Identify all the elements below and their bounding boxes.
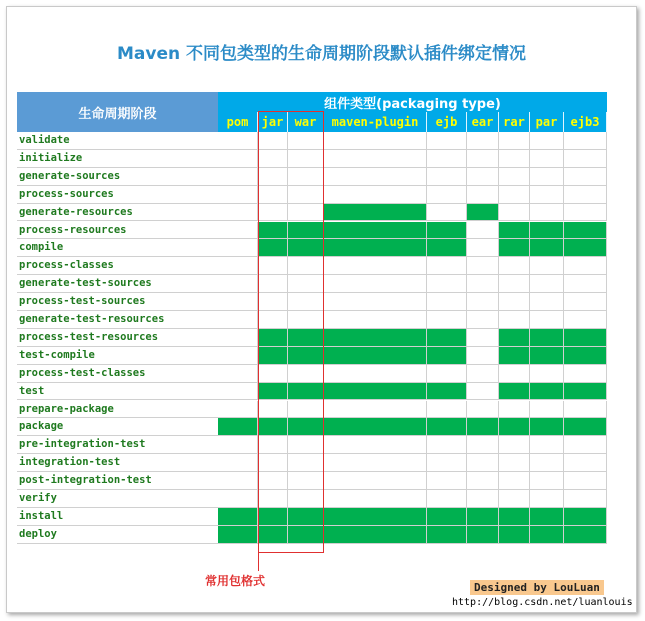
empty-cell [467, 329, 499, 347]
designed-by-label: Designed by LouLuan [470, 580, 604, 595]
empty-cell [324, 257, 427, 275]
bound-cell [467, 526, 499, 544]
empty-cell [467, 239, 499, 257]
bound-cell [530, 526, 564, 544]
empty-cell [499, 293, 530, 311]
type-header-rar: rar [499, 112, 530, 132]
empty-cell [530, 275, 564, 293]
empty-cell [564, 204, 607, 222]
bound-cell [499, 418, 530, 436]
annotation-pointer [258, 547, 259, 571]
type-header-maven-plugin: maven-plugin [324, 112, 427, 132]
bound-cell [499, 329, 530, 347]
bound-cell [218, 418, 258, 436]
phase-label: process-sources [17, 186, 218, 204]
empty-cell [324, 365, 427, 383]
empty-cell [324, 275, 427, 293]
empty-cell [564, 168, 607, 186]
bound-cell [564, 383, 607, 401]
empty-cell [427, 257, 467, 275]
empty-cell [218, 186, 258, 204]
phase-label: integration-test [17, 454, 218, 472]
bound-cell [564, 347, 607, 365]
phase-label: compile [17, 239, 218, 257]
empty-cell [218, 132, 258, 150]
phase-label: process-resources [17, 222, 218, 240]
phase-label: generate-test-resources [17, 311, 218, 329]
empty-cell [324, 311, 427, 329]
bound-cell [530, 383, 564, 401]
bound-cell [530, 418, 564, 436]
bound-cell [530, 508, 564, 526]
empty-cell [324, 436, 427, 454]
empty-cell [427, 311, 467, 329]
empty-cell [499, 365, 530, 383]
empty-cell [499, 275, 530, 293]
empty-cell [427, 401, 467, 419]
bound-cell [530, 347, 564, 365]
empty-cell [467, 275, 499, 293]
empty-cell [499, 490, 530, 508]
bound-cell [324, 204, 427, 222]
empty-cell [324, 293, 427, 311]
empty-cell [530, 311, 564, 329]
empty-cell [324, 472, 427, 490]
phase-label: package [17, 418, 218, 436]
empty-cell [564, 150, 607, 168]
phase-label: validate [17, 132, 218, 150]
empty-cell [530, 490, 564, 508]
empty-cell [499, 132, 530, 150]
empty-cell [427, 275, 467, 293]
empty-cell [218, 222, 258, 240]
empty-cell [218, 401, 258, 419]
type-header-ear: ear [467, 112, 499, 132]
bound-cell [427, 526, 467, 544]
phase-label: generate-test-sources [17, 275, 218, 293]
empty-cell [218, 275, 258, 293]
bound-cell [564, 222, 607, 240]
empty-cell [218, 257, 258, 275]
empty-cell [427, 293, 467, 311]
bound-cell [218, 526, 258, 544]
empty-cell [530, 132, 564, 150]
empty-cell [218, 365, 258, 383]
bound-cell [564, 418, 607, 436]
empty-cell [467, 490, 499, 508]
empty-cell [427, 490, 467, 508]
empty-cell [564, 490, 607, 508]
empty-cell [427, 168, 467, 186]
empty-cell [530, 454, 564, 472]
empty-cell [324, 490, 427, 508]
bound-cell [499, 383, 530, 401]
bound-cell [427, 239, 467, 257]
empty-cell [427, 365, 467, 383]
empty-cell [564, 132, 607, 150]
empty-cell [467, 311, 499, 329]
phase-label: pre-integration-test [17, 436, 218, 454]
empty-cell [218, 347, 258, 365]
phase-label: generate-sources [17, 168, 218, 186]
empty-cell [427, 186, 467, 204]
bound-cell [499, 526, 530, 544]
bound-cell [530, 239, 564, 257]
empty-cell [467, 257, 499, 275]
bound-cell [427, 347, 467, 365]
empty-cell [564, 436, 607, 454]
phase-label: test-compile [17, 347, 218, 365]
empty-cell [564, 365, 607, 383]
empty-cell [467, 365, 499, 383]
empty-cell [530, 401, 564, 419]
empty-cell [499, 401, 530, 419]
empty-cell [499, 436, 530, 454]
empty-cell [218, 168, 258, 186]
empty-cell [218, 293, 258, 311]
empty-cell [564, 275, 607, 293]
empty-cell [530, 365, 564, 383]
empty-cell [467, 132, 499, 150]
phase-label: process-test-resources [17, 329, 218, 347]
empty-cell [564, 454, 607, 472]
figure-title: Maven 不同包类型的生命周期阶段默认插件绑定情况 [116, 44, 527, 64]
bound-cell [564, 239, 607, 257]
empty-cell [467, 383, 499, 401]
empty-cell [530, 293, 564, 311]
phase-label: generate-resources [17, 204, 218, 222]
phase-label: process-test-classes [17, 365, 218, 383]
bound-cell [427, 508, 467, 526]
empty-cell [218, 454, 258, 472]
bound-cell [499, 239, 530, 257]
type-header-jar: jar [258, 112, 288, 132]
empty-cell [218, 150, 258, 168]
bound-cell [427, 222, 467, 240]
empty-cell [530, 204, 564, 222]
empty-cell [427, 454, 467, 472]
empty-cell [530, 186, 564, 204]
bound-cell [530, 329, 564, 347]
empty-cell [499, 150, 530, 168]
empty-cell [499, 472, 530, 490]
bound-cell [530, 222, 564, 240]
empty-cell [324, 401, 427, 419]
type-header-ejb: ejb [427, 112, 467, 132]
empty-cell [499, 257, 530, 275]
empty-cell [467, 454, 499, 472]
empty-cell [218, 490, 258, 508]
type-header-ejb3: ejb3 [564, 112, 607, 132]
bound-cell [467, 508, 499, 526]
empty-cell [218, 204, 258, 222]
bound-cell [324, 526, 427, 544]
empty-cell [218, 329, 258, 347]
annotation-label: 常用包格式 [205, 574, 266, 588]
bound-cell [324, 329, 427, 347]
empty-cell [564, 293, 607, 311]
empty-cell [427, 204, 467, 222]
bound-cell [324, 239, 427, 257]
empty-cell [467, 150, 499, 168]
empty-cell [530, 436, 564, 454]
empty-cell [499, 204, 530, 222]
empty-cell [324, 150, 427, 168]
bound-cell [324, 222, 427, 240]
empty-cell [467, 347, 499, 365]
figure-frame [6, 6, 637, 613]
empty-cell [530, 150, 564, 168]
phase-label: process-classes [17, 257, 218, 275]
empty-cell [324, 186, 427, 204]
packaging-type-header: 组件类型(packaging type) [218, 92, 607, 112]
bound-cell [564, 329, 607, 347]
empty-cell [427, 472, 467, 490]
bound-cell [499, 508, 530, 526]
empty-cell [564, 311, 607, 329]
empty-cell [530, 168, 564, 186]
empty-cell [564, 257, 607, 275]
empty-cell [427, 132, 467, 150]
empty-cell [218, 311, 258, 329]
bound-cell [467, 418, 499, 436]
empty-cell [530, 257, 564, 275]
bound-cell [427, 383, 467, 401]
empty-cell [467, 168, 499, 186]
empty-cell [218, 239, 258, 257]
empty-cell [467, 472, 499, 490]
empty-cell [218, 472, 258, 490]
empty-cell [427, 436, 467, 454]
empty-cell [499, 454, 530, 472]
phase-label: initialize [17, 150, 218, 168]
phase-label: deploy [17, 526, 218, 544]
bound-cell [564, 508, 607, 526]
empty-cell [499, 168, 530, 186]
bound-cell [467, 204, 499, 222]
bound-cell [564, 526, 607, 544]
empty-cell [499, 186, 530, 204]
type-header-par: par [530, 112, 564, 132]
bound-cell [499, 347, 530, 365]
type-header-war: war [288, 112, 324, 132]
empty-cell [467, 222, 499, 240]
phase-label: post-integration-test [17, 472, 218, 490]
phase-label: verify [17, 490, 218, 508]
bound-cell [427, 329, 467, 347]
empty-cell [564, 472, 607, 490]
empty-cell [467, 436, 499, 454]
phase-label: prepare-package [17, 401, 218, 419]
empty-cell [499, 311, 530, 329]
bound-cell [324, 418, 427, 436]
bound-cell [427, 418, 467, 436]
type-header-pom: pom [218, 112, 258, 132]
empty-cell [324, 454, 427, 472]
phase-label: install [17, 508, 218, 526]
phase-label: process-test-sources [17, 293, 218, 311]
bound-cell [324, 347, 427, 365]
empty-cell [564, 401, 607, 419]
common-packaging-highlight [258, 111, 324, 553]
empty-cell [467, 293, 499, 311]
empty-cell [467, 401, 499, 419]
phase-label: test [17, 383, 218, 401]
empty-cell [324, 132, 427, 150]
bound-cell [218, 508, 258, 526]
empty-cell [530, 472, 564, 490]
bound-cell [499, 222, 530, 240]
empty-cell [218, 383, 258, 401]
empty-cell [427, 150, 467, 168]
bound-cell [324, 508, 427, 526]
phase-column-header: 生命周期阶段 [17, 92, 218, 132]
empty-cell [324, 168, 427, 186]
empty-cell [467, 186, 499, 204]
empty-cell [564, 186, 607, 204]
blog-url: http://blog.csdn.net/luanlouis [452, 597, 633, 608]
empty-cell [218, 436, 258, 454]
bound-cell [324, 383, 427, 401]
